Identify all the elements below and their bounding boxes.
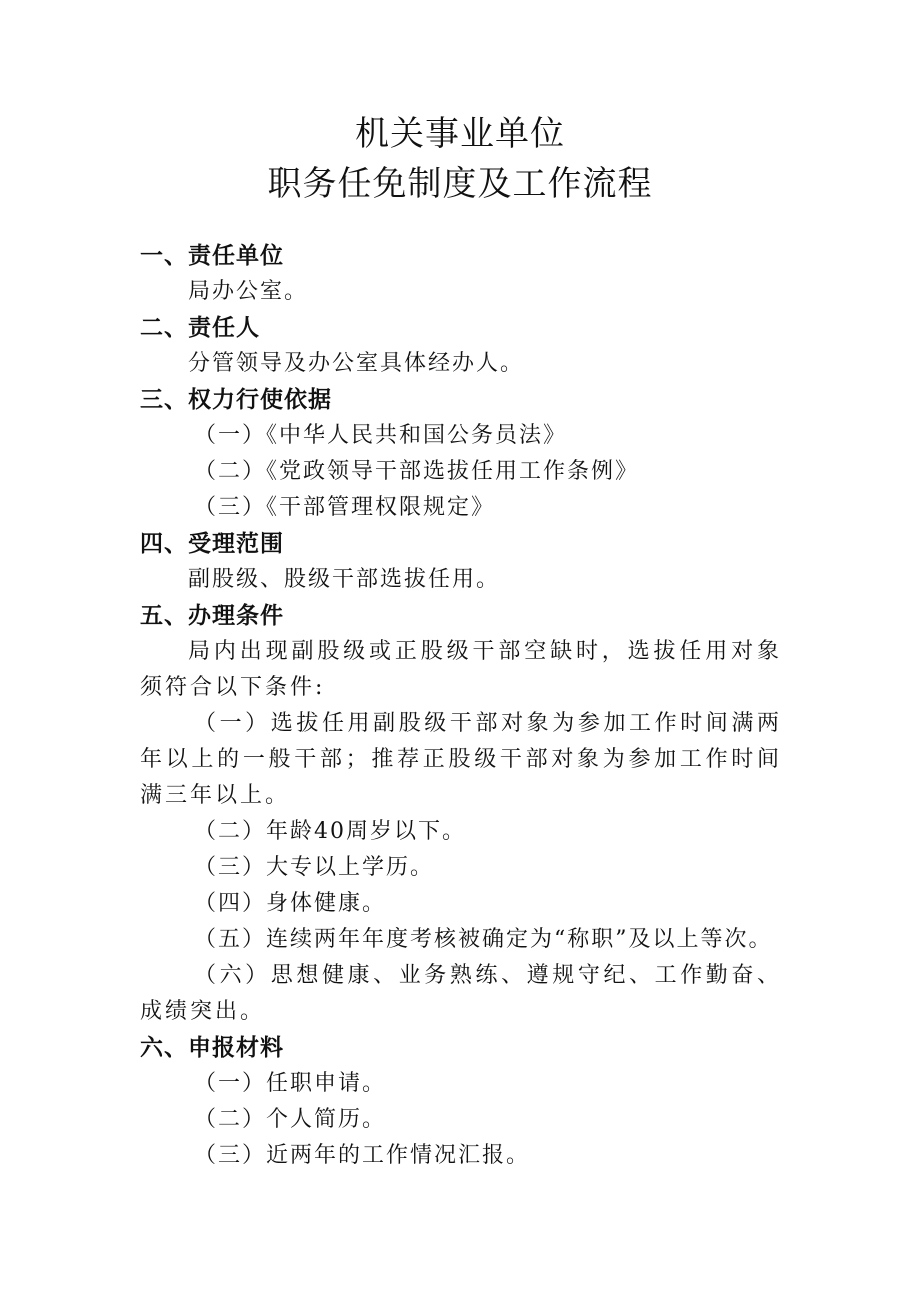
list-item: （三）《干部管理权限规定》 <box>194 495 496 520</box>
section-heading-materials: 六、申报材料 <box>140 1035 284 1061</box>
list-item: （三）大专以上学历。 <box>194 855 435 880</box>
section-heading-legal-basis: 三、权力行使依据 <box>140 387 332 413</box>
list-item: （一）《中华人民共和国公务员法》 <box>194 423 568 448</box>
section-intro-conditions: 局内出现副股级或正股级干部空缺时，选拔任用对象须符合以下条件: <box>140 639 782 700</box>
list-item: （二）年龄40周岁以下。 <box>194 819 466 844</box>
list-item: （三）近两年的工作情况汇报。 <box>194 1143 531 1168</box>
list-item: （四）身体健康。 <box>194 891 387 916</box>
document-title-line-2: 职务任免制度及工作流程 <box>267 164 653 204</box>
section-heading-responsible-person: 二、责任人 <box>140 315 260 341</box>
list-item: （一）任职申请。 <box>194 1071 387 1096</box>
section-heading-scope: 四、受理范围 <box>140 531 284 557</box>
list-item: （二）个人简历。 <box>194 1107 387 1132</box>
section-heading-responsible-unit: 一、责任单位 <box>140 243 284 269</box>
document-body <box>140 238 782 1174</box>
section-body-scope: 副股级、股级干部选拔任用。 <box>188 567 501 592</box>
section-body-responsible-unit: 局办公室。 <box>188 279 309 304</box>
document-title-line-1: 机关事业单位 <box>355 114 565 154</box>
list-item: （五）连续两年年度考核被确定为“称职”及以上等次。 <box>194 927 773 952</box>
section-heading-conditions: 五、办理条件 <box>140 603 284 629</box>
section-body-responsible-person: 分管领导及办公室具体经办人。 <box>188 351 525 376</box>
list-item: （六）思想健康、业务熟练、遵规守纪、工作勤奋、成绩突出。 <box>140 963 782 1024</box>
list-item: （二）《党政领导干部选拔任用工作条例》 <box>194 459 640 484</box>
list-item: （一）选拔任用副股级干部对象为参加工作时间满两年以上的一般干部；推荐正股级干部对象为参加工作时间满三年以上。 <box>140 711 782 808</box>
